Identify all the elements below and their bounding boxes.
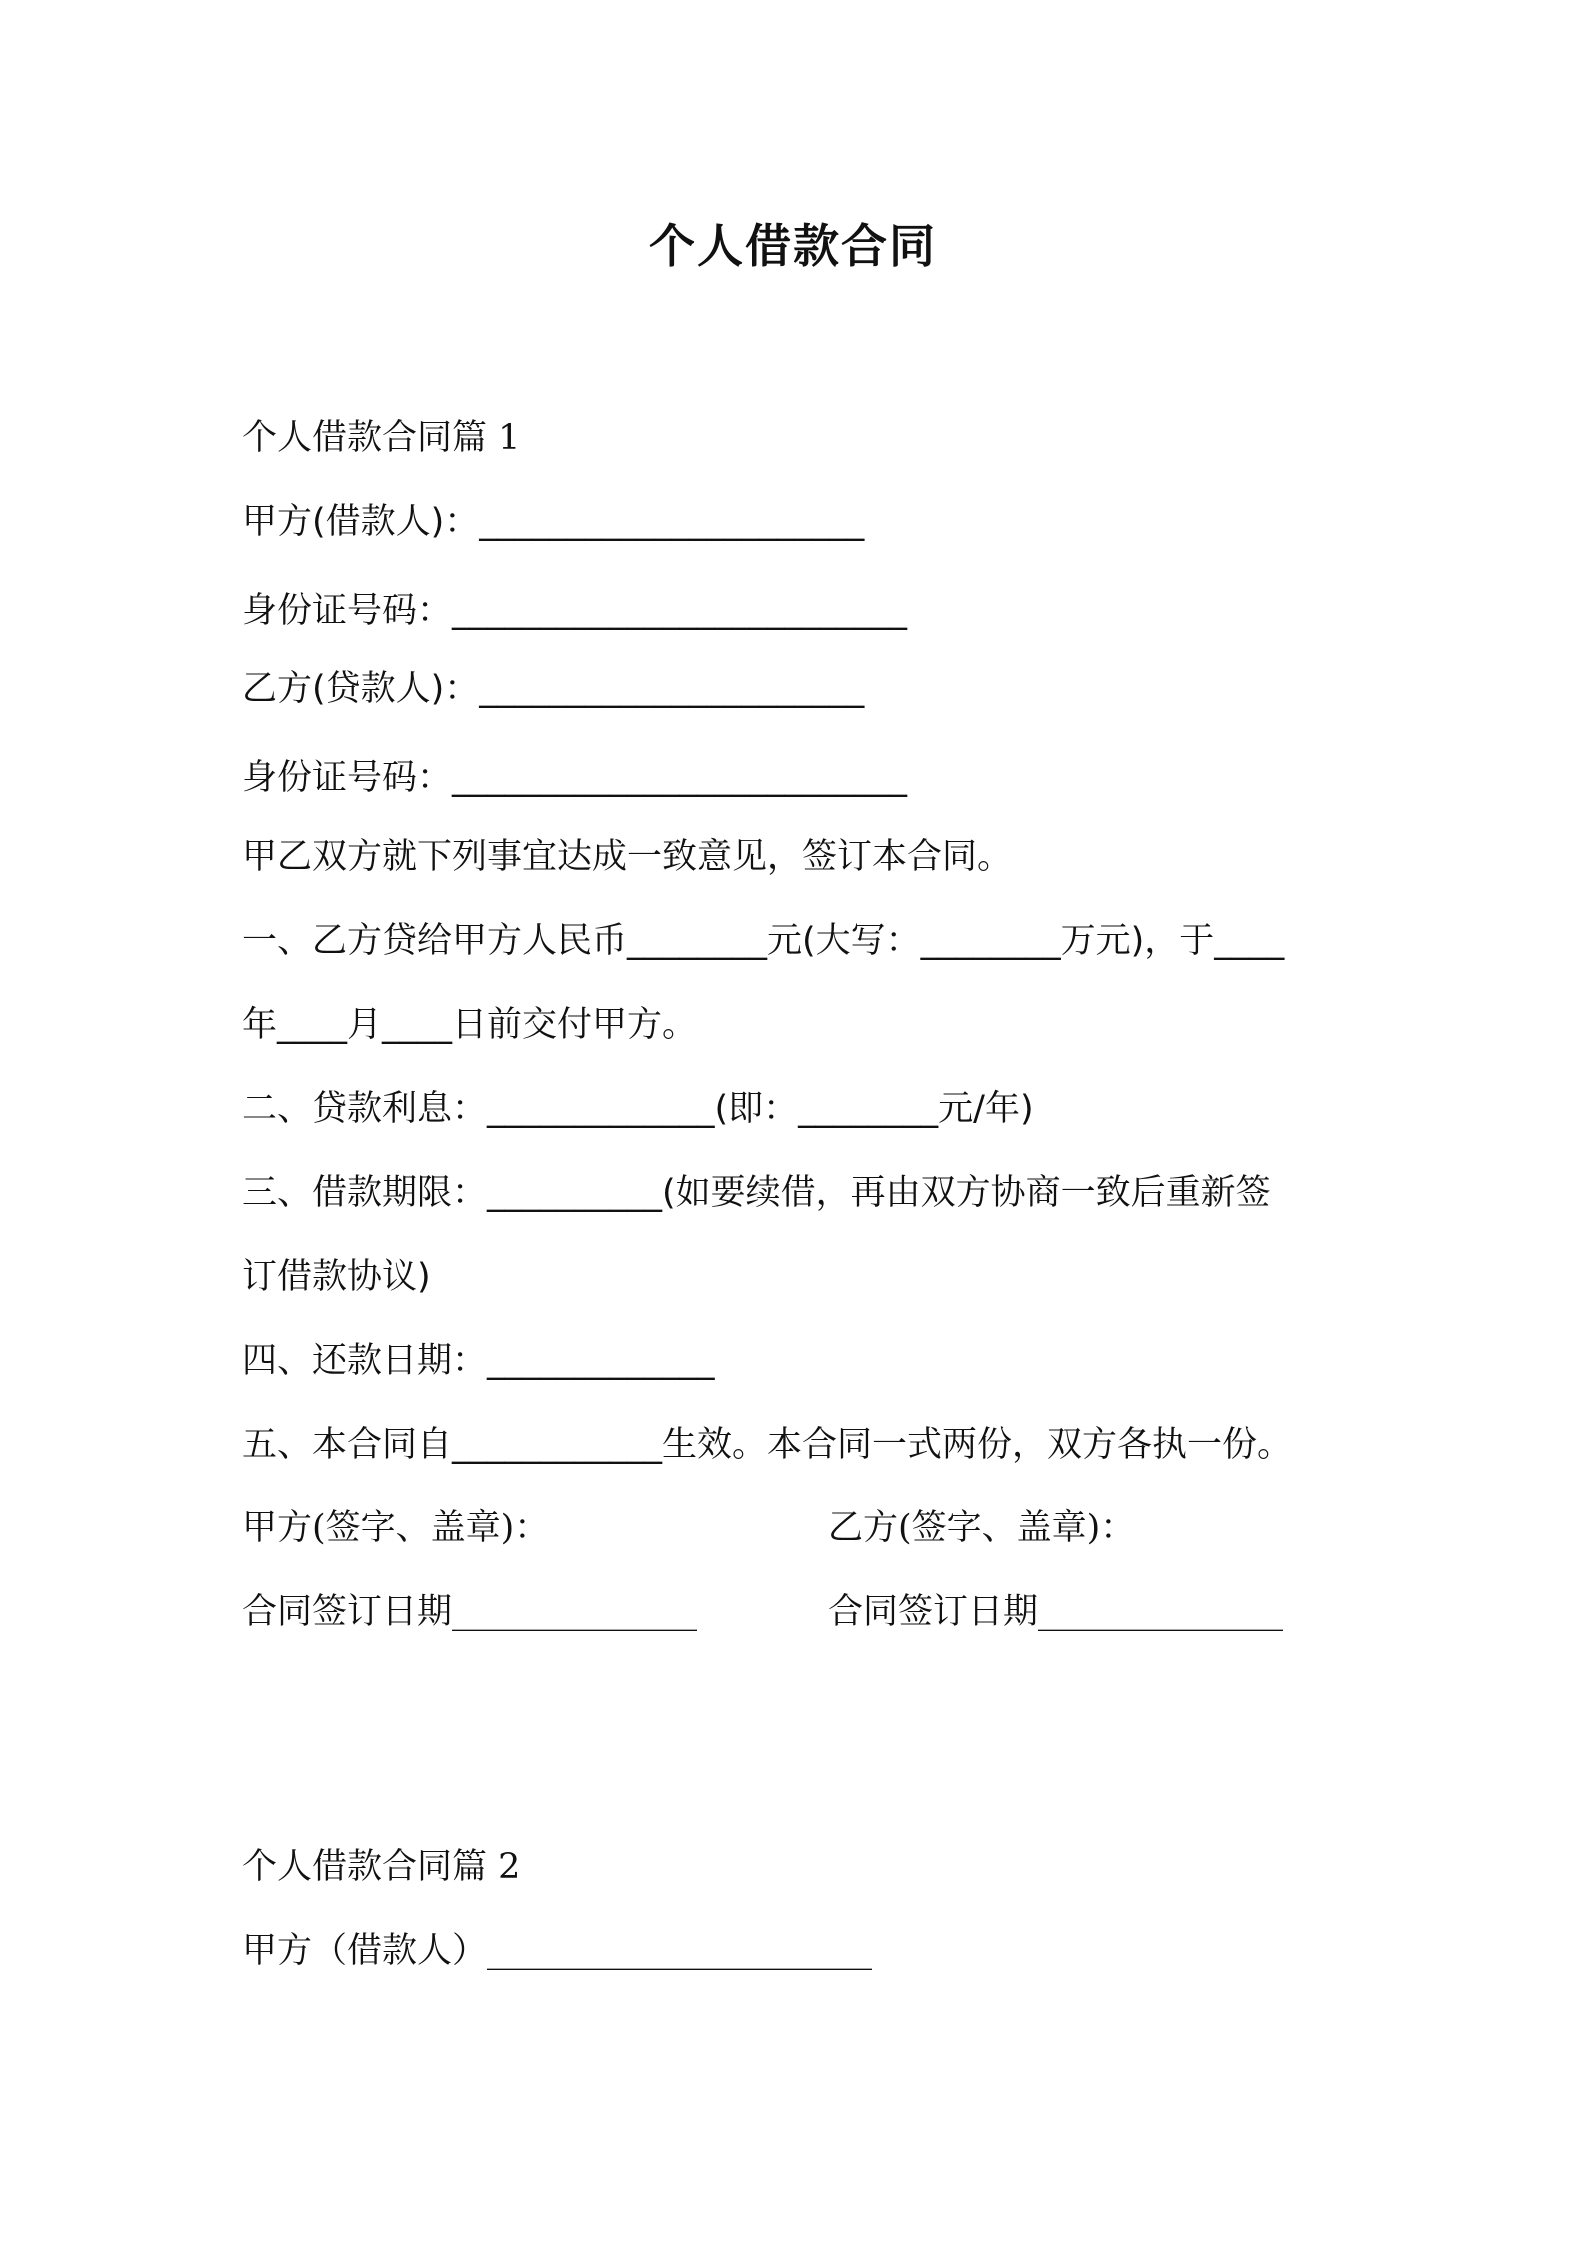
section-2-heading: 个人借款合同篇 2 xyxy=(242,1847,521,1887)
document-title: 个人借款合同 xyxy=(649,219,937,273)
sign-date-party-a: 合同签订日期______________ xyxy=(242,1592,698,1632)
party-a-borrower-line: 甲方(借款人)：______________________ xyxy=(242,502,865,542)
section-1-heading: 个人借款合同篇 1 xyxy=(242,418,521,458)
clause-5-effective: 五、本合同自____________生效。本合同一式两份，双方各执一份。 xyxy=(242,1425,1293,1465)
clause-3-line-1: 三、借款期限：__________(如要续借，再由双方协商一致后重新签 xyxy=(242,1173,1271,1213)
sign-date-party-b: 合同签订日期______________ xyxy=(828,1592,1284,1632)
clause-2-interest: 二、贷款利息：_____________(即：________元/年) xyxy=(242,1089,1034,1129)
clause-4-repayment-date: 四、还款日期：_____________ xyxy=(242,1341,715,1381)
party-b-lender-line: 乙方(贷款人)：______________________ xyxy=(242,669,865,709)
signature-party-b: 乙方(签字、盖章)： xyxy=(828,1508,1136,1548)
party-a-id-line: 身份证号码：__________________________ xyxy=(242,591,908,631)
party-b-id-line: 身份证号码：__________________________ xyxy=(242,758,908,798)
signature-party-a: 甲方(签字、盖章)： xyxy=(242,1508,550,1548)
section-2-party-a-line: 甲方（借款人）______________________ xyxy=(242,1931,873,1971)
clause-3-line-2: 订借款协议) xyxy=(242,1257,431,1297)
clause-1-line-2: 年____月____日前交付甲方。 xyxy=(242,1005,698,1045)
clause-1-line-1: 一、乙方贷给甲方人民币________元(大写：________万元)，于____ xyxy=(242,921,1285,961)
agreement-statement: 甲乙双方就下列事宜达成一致意见，签订本合同。 xyxy=(242,837,1013,877)
